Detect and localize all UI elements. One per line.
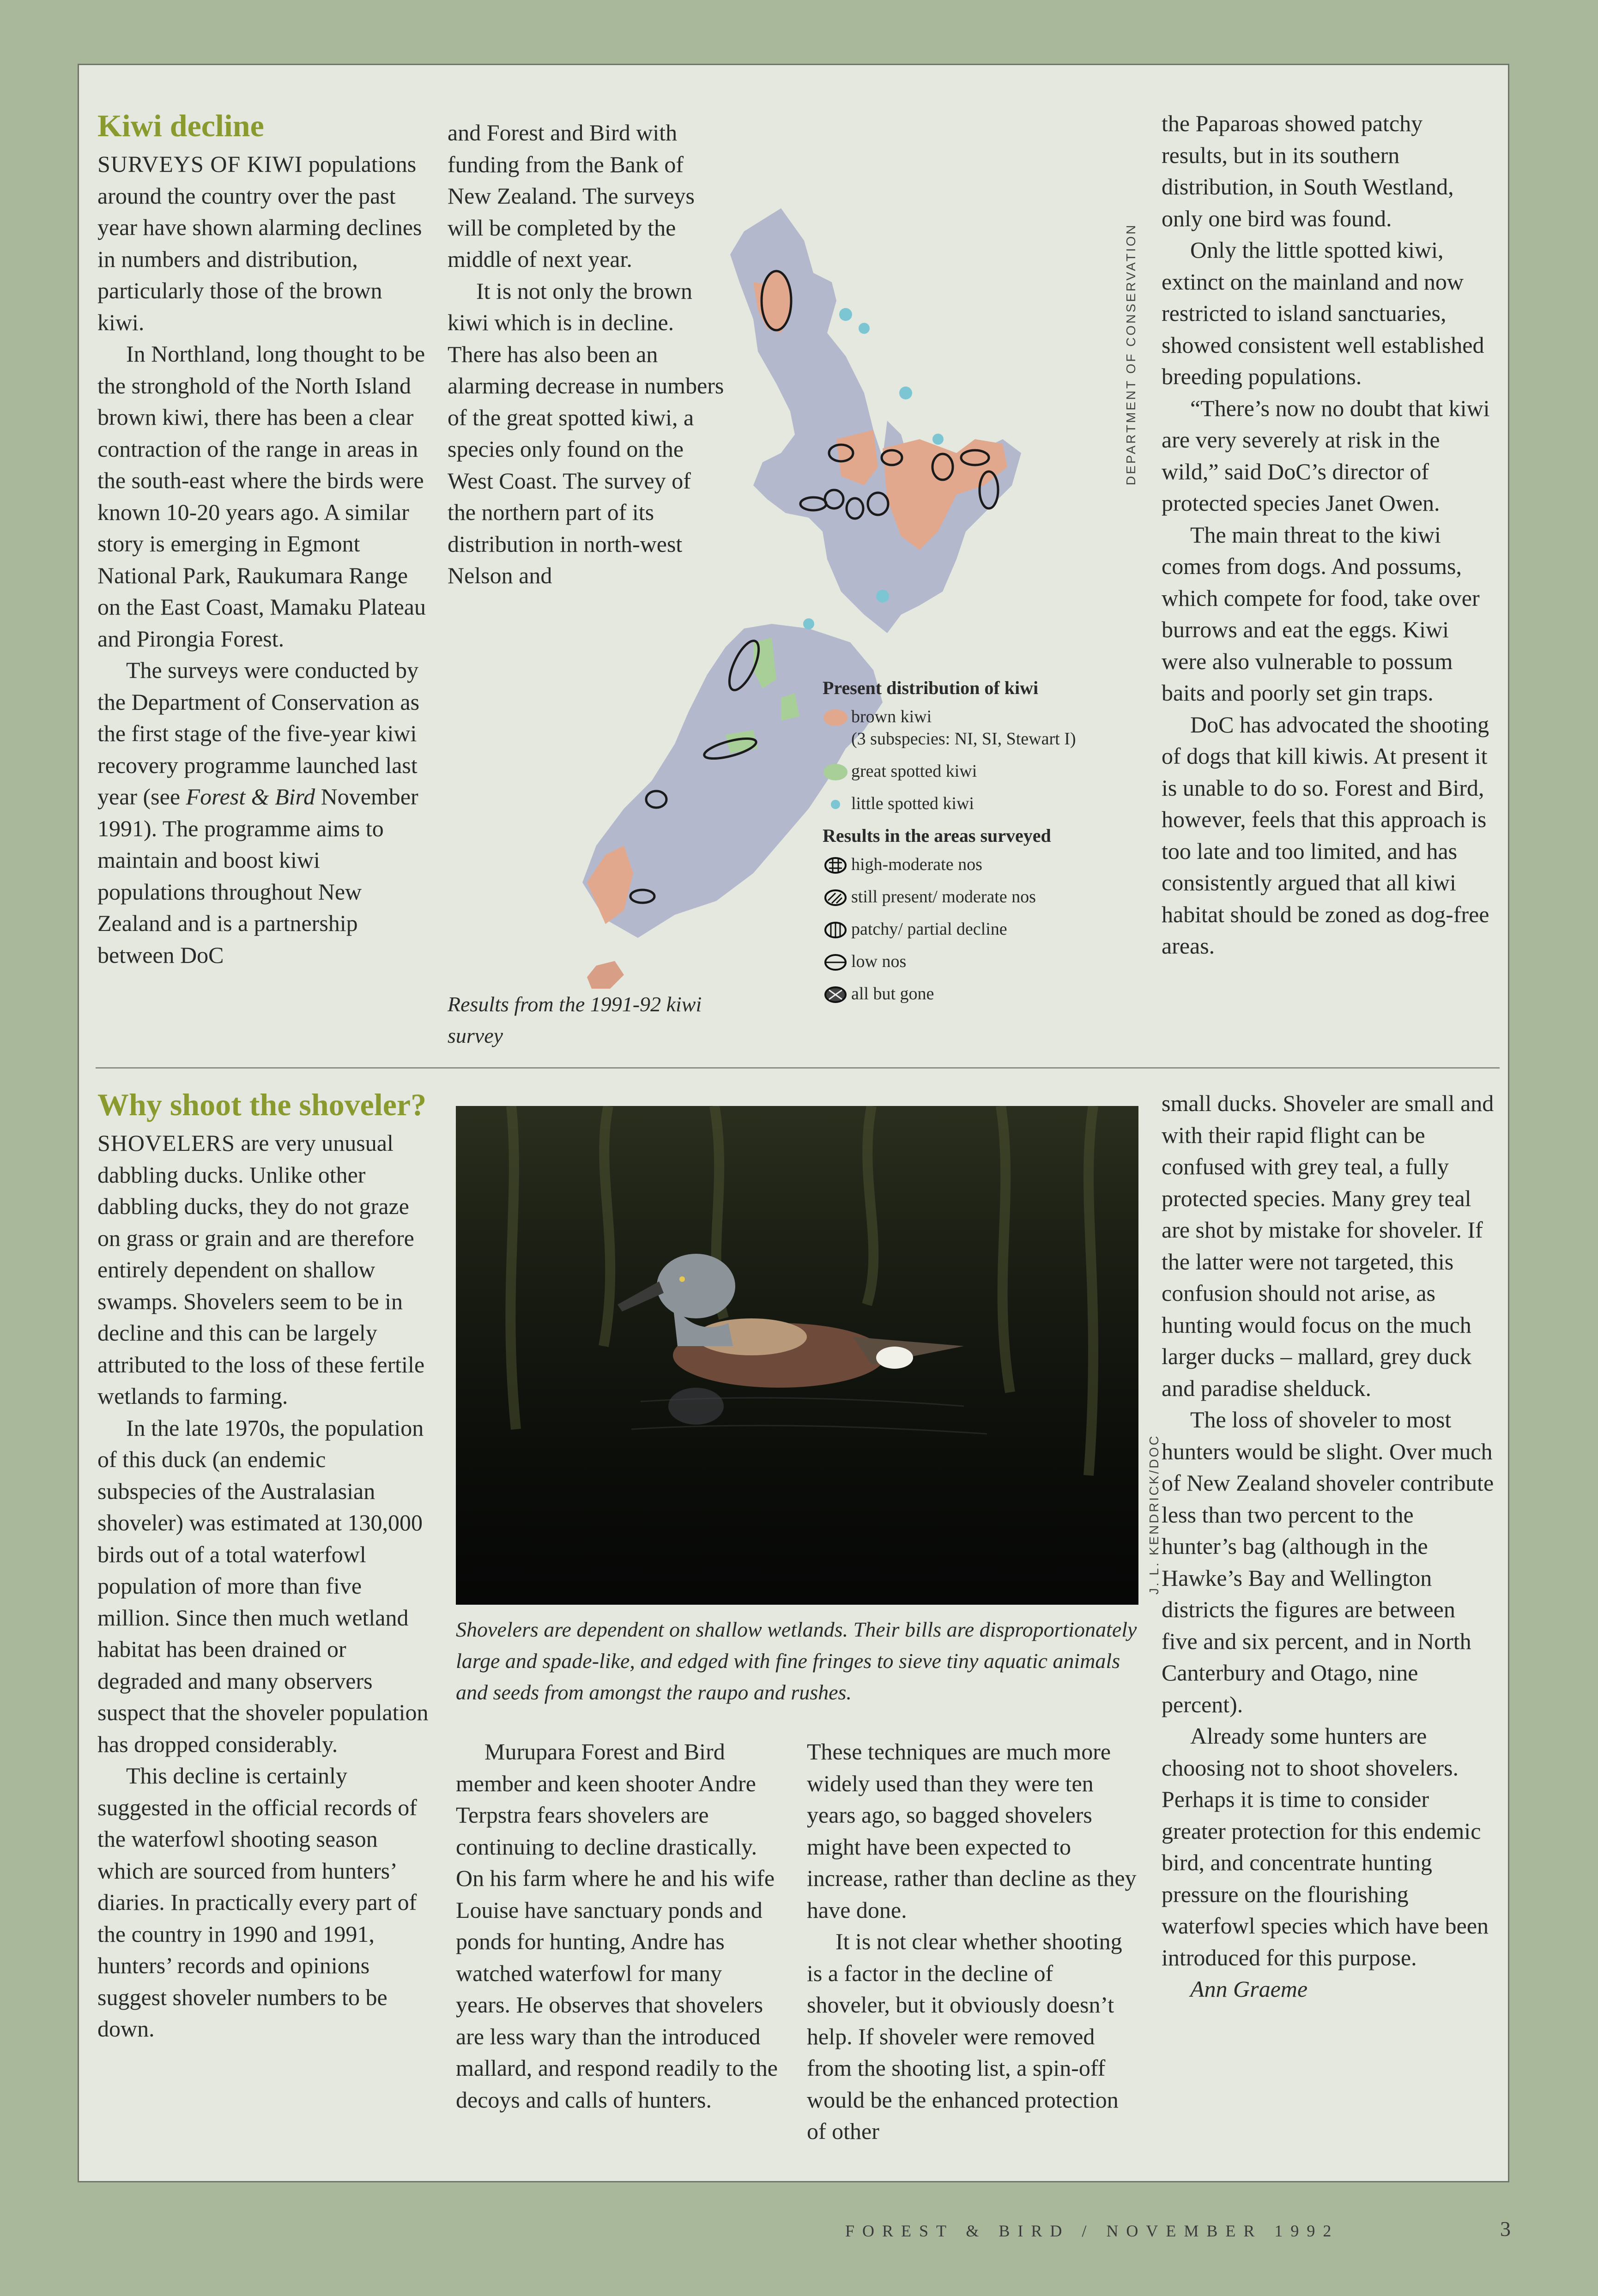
kiwi-column-3 [1162, 108, 1494, 962]
kiwi-paragraph: It is not only the brown kiwi which is in decline. There has also been an alarming decrease in numbers of the great spotted kiwi, a species only found on the West Coast. The survey of the northern part of its distribution in north-west Nelson and [448, 278, 724, 588]
kiwi-paragraph: the Paparoas showed patchy results, but in its southern distribution, in South Westland, only one bird was found. [1162, 110, 1454, 231]
shoveler-duck-illustration [456, 1106, 1138, 1605]
article-panel [78, 64, 1509, 2182]
legend-title-results: Results in the areas surveyed [823, 825, 1051, 846]
crosshatch-icon [823, 856, 848, 875]
kiwi-paragraph: Only the little spotted kiwi, extinct on the mainland and now restricted to island sanctuaries, showed consistent well established breeding populations. [1162, 237, 1484, 389]
legend-item-patchy: patchy/ partial decline [823, 918, 1183, 940]
shoveler-column-3 [807, 1736, 1139, 2147]
shoveler-paragraph: The loss of shoveler to most hunters would be slight. Over much of New Zealand shoveler contribute less than two percent to the hunter’s bag (although in the Hawke’s Bay and Wellington districts the figures are between five and six percent, and in North Canterbury and Otago, nine percent). [1162, 1407, 1494, 1717]
green-swatch-icon [823, 763, 848, 781]
vertical-hatch-icon [823, 921, 848, 939]
blue-dot-icon [823, 795, 848, 814]
shoveler-paragraph: This decline is certainly suggested in the official records of the waterfowl shooting season which are sourced from hunters’ diaries. In practically every part of the country in 1990 and 1991, hunters’ records and opinions suggest shoveler numbers to be down. [97, 1763, 417, 2042]
shoveler-column-1 [97, 1087, 430, 2045]
shoveler-photo [456, 1106, 1138, 1605]
cross-hatch-dark-icon [823, 985, 848, 1004]
photo-credit: J. L. KENDRICK/DOC [1147, 1434, 1161, 1595]
shoveler-heading: Why shoot the shoveler? [97, 1087, 427, 1122]
kiwi-paragraph: SURVEYS OF KIWI populations around the country over the past year have shown alarming declines in numbers and distribution, particularly those of the brown kiwi. [97, 151, 422, 335]
shoveler-paragraph: Already some hunters are choosing not to shoot shovelers. Perhaps it is time to consider greater protection for this endemic bird, and concentrate hunting pressure on the flourishing waterfowl species which have been introduced for this purpose. [1162, 1723, 1489, 1970]
kiwi-paragraph: and Forest and Bird with funding from the Bank of New Zealand. The surveys will be completed by the middle of next year. [448, 120, 695, 272]
page-number: 3 [1500, 2217, 1511, 2241]
legend-item-high: high-moderate nos [823, 853, 1183, 876]
brown-swatch-icon [823, 708, 848, 727]
legend-item-little: little spotted kiwi [823, 792, 1183, 815]
kiwi-paragraph: The main threat to the kiwi comes from dogs. And possums, which compete for food, take over burrows and eat the eggs. Kiwi were also vulnerable to possum baits and poorly set gin traps. [1162, 521, 1480, 706]
shoveler-paragraph: In the late 1970s, the population of this duck (an endemic subspecies of the Australasian shoveler) was estimated at 130,000 birds out of a total waterfowl population of more than five million. Since then much wetland habitat has been drained or degraded and many observers suspect that the shoveler population has dropped considerably. [97, 1414, 429, 1757]
author-byline: Ann Graeme [1190, 1976, 1308, 2002]
shoveler-paragraph: These techniques are much more widely used than they were ten years ago, so bagged shovelers might have been expected to increase, rather than decline as they have done. [807, 1739, 1137, 1923]
map-credit: DEPARTMENT OF CONSERVATION [1124, 223, 1138, 485]
legend-item-gone: all but gone [823, 983, 1183, 1005]
kiwi-paragraph: In Northland, long thought to be the stronghold of the North Island brown kiwi, there has been a clear contraction of the range in areas in the south-east where the birds were known 10-20 years ago. A similar story is emerging in Egmont National Park, Raukumara Range on the East Coast, Mamaku Plateau and Pirongia Forest. [97, 341, 426, 652]
section-divider [96, 1067, 1500, 1069]
kiwi-column-1 [97, 108, 430, 971]
kiwi-paragraph: DoC has advocated the shooting of dogs that kill kiwis. At present it is unable to do so. Forest and Bird, however, feels that this approach is too late and too limited, and has consistently argued that all kiwi habitat should be zoned as dog-free areas. [1162, 711, 1489, 959]
kiwi-heading: Kiwi decline [97, 108, 264, 143]
shoveler-paragraph: It is not clear whether shooting is a factor in the decline of shoveler, but it obviously doesn’t help. If shoveler were removed from the shooting list, a spin-off would be the enhanced protection of other [807, 1928, 1122, 2144]
shoveler-column-4 [1162, 1088, 1494, 2005]
photo-caption: Shovelers are dependent on shallow wetlands. Their bills are disproportionately large and spade-like, and edged with fine fringes to sieve tiny aquatic animals and seeds from amongst the raupo and rushes. [456, 1618, 1137, 1704]
shoveler-column-2 [456, 1736, 779, 2115]
map-legend [823, 677, 1183, 1015]
legend-item-present: still present/ moderate nos [823, 886, 1183, 908]
shoveler-paragraph: SHOVELERS are very unusual dabbling ducks. Unlike other dabbling ducks, they do not graze on grass or grain and are therefore entirely dependent on shallow swamps. Shovelers seem to be in decline and this can be largely attributed to the loss of these fertile wetlands to farming. [97, 1130, 425, 1409]
shoveler-paragraph: Murupara Forest and Bird member and keen shooter Andre Terpstra fears shovelers are continuing to decline drastically. On his farm where he and his wife Louise have sanctuary ponds and ponds for hunting, Andre has watched waterfowl for many years. He observes that shovelers are less wary than the introduced mallard, and respond readily to the decoys and calls of hunters. [456, 1739, 778, 2113]
legend-item-low: low nos [823, 950, 1183, 973]
shoveler-paragraph: small ducks. Shoveler are small and with their rapid flight can be confused with grey teal, a fully protected species. Many grey teal are shot by mistake for shoveler. If the latter were not targeted, this confusion should not arise, as hunting would focus on the much larger ducks – mallard, grey duck and paradise shelduck. [1162, 1090, 1494, 1401]
horizontal-hatch-icon [823, 953, 848, 972]
legend-item-brown: brown kiwi (3 subspecies: NI, SI, Stewart I) [823, 706, 1183, 750]
kiwi-paragraph: The surveys were conducted by the Department of Conservation as the first stage of the five-year kiwi recovery programme launched last year (see Forest & Bird November 1991). The programme aims to maintain and boost kiwi populations throughout New Zealand and is a partnership between DoC [97, 657, 420, 968]
stewart-island [587, 961, 624, 989]
map-caption: Results from the 1991-92 kiwi survey [448, 992, 702, 1047]
legend-title-distribution: Present distribution of kiwi [823, 677, 1039, 698]
running-footer: FOREST & BIRD / NOVEMBER 1992 [845, 2222, 1339, 2240]
kiwi-paragraph: “There’s now no doubt that kiwi are very severely at risk in the wild,” said DoC’s director of protected species Janet Owen. [1162, 395, 1490, 516]
diagonal-hatch-icon [823, 888, 848, 907]
legend-item-great: great spotted kiwi [823, 760, 1183, 782]
